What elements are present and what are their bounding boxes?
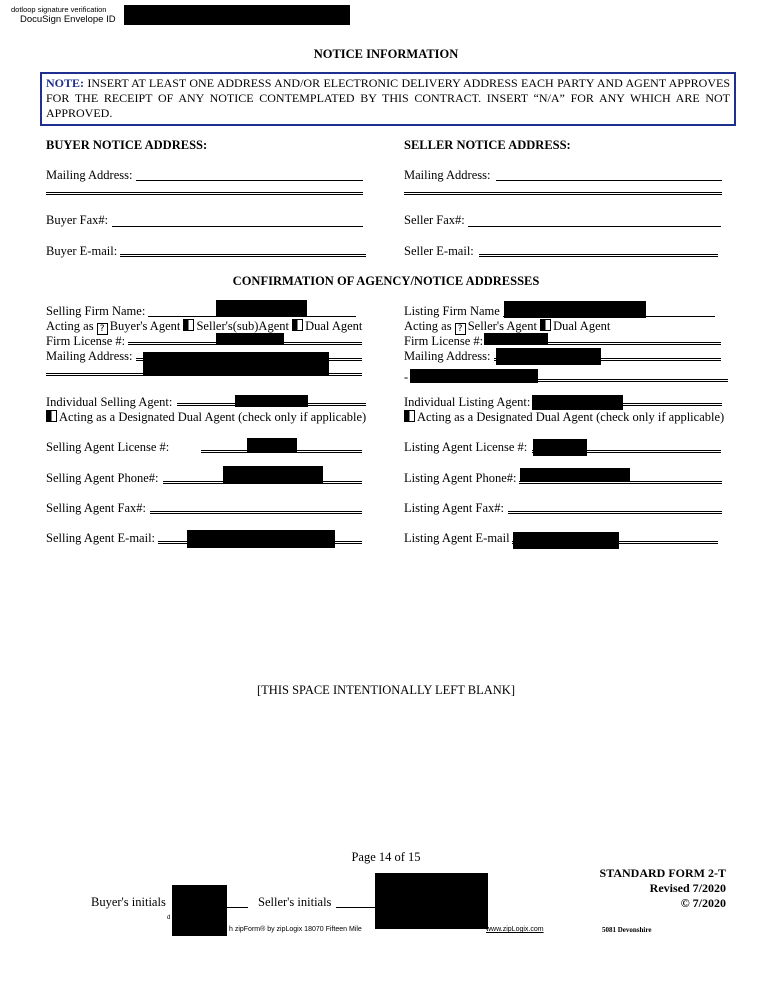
seller-initials-field[interactable] [336, 907, 376, 908]
selling-agent-license-label: Selling Agent License #: [46, 440, 170, 454]
selling-designated-label: Acting as a Designated Dual Agent (check only if applicable) [59, 410, 367, 424]
seller-fax-label: Seller Fax#: [404, 213, 465, 227]
listing-license-label: Firm License #: [404, 334, 484, 348]
listing-designated-label: Acting as a Designated Dual Agent (check only if applicable) [417, 410, 725, 424]
ziplogix-link[interactable]: www.zipLogix.com [486, 926, 544, 933]
redaction [410, 369, 538, 383]
redaction [143, 352, 329, 375]
sellers-agent-checkbox[interactable]: ? [455, 323, 466, 335]
selling-individual-label: Individual Selling Agent: [46, 395, 173, 409]
selling-acting-row [46, 319, 362, 335]
buyer-mailing-field[interactable] [136, 180, 363, 181]
sellers-subagent-checkbox[interactable] [183, 319, 194, 331]
redaction [520, 468, 630, 482]
seller-mailing-field-2[interactable] [404, 192, 722, 195]
form-copyright: © 7/2020 [680, 896, 726, 910]
buyers-agent-checkbox[interactable]: ? [97, 323, 108, 335]
redaction [513, 532, 619, 549]
selling-mailing-label: Mailing Address: [46, 349, 133, 363]
sellers-agent-label: Seller's Agent [467, 319, 537, 333]
selling-agent-fax-label: Selling Agent Fax#: [46, 501, 146, 515]
seller-mailing-field[interactable] [496, 180, 722, 181]
buyer-email-label: Buyer E-mail: [46, 244, 118, 258]
seller-heading: SELLER NOTICE ADDRESS: [404, 138, 571, 152]
seller-mailing-label: Mailing Address: [404, 168, 491, 182]
redaction [532, 395, 623, 410]
buyer-email-field[interactable] [120, 254, 366, 257]
buyer-fax-label: Buyer Fax#: [46, 213, 109, 227]
listing-agent-email-label: Listing Agent E-mail [404, 531, 510, 545]
form-number: STANDARD FORM 2-T [599, 866, 726, 880]
redaction [375, 873, 488, 929]
note-text: INSERT AT LEAST ONE ADDRESS AND/OR ELECTRONIC DELIVERY ADDRESS EACH PARTY AND AGENT APPROVES FOR THE RECEIPT OF ANY NOTICE CONTEMPLATED BY THIS CONTRACT. INSERT “N/A” FOR ANY WHICH ARE NOT APPROVED. [46, 76, 730, 120]
note-label: NOTE: [46, 76, 85, 90]
buyer-initials-label: Buyer's initials [91, 895, 166, 909]
buyer-fax-field[interactable] [112, 226, 363, 227]
redaction [247, 438, 297, 452]
listing-agent-fax-label: Listing Agent Fax#: [404, 501, 504, 515]
property-name: 5081 Devonshire [602, 926, 652, 934]
note-box [40, 72, 736, 126]
listing-agent-license-label: Listing Agent License #: [404, 440, 528, 454]
seller-email-field[interactable] [479, 254, 718, 257]
docusign-envelope-id: DocuSign Envelope ID [20, 14, 116, 25]
selling-dual-agent-checkbox[interactable] [292, 319, 303, 331]
listing-individual-label: Individual Listing Agent: [404, 395, 531, 409]
selling-agent-email-label: Selling Agent E-mail: [46, 531, 156, 545]
listing-designated-checkbox[interactable] [404, 410, 415, 422]
redaction [187, 530, 335, 548]
form-revised: Revised 7/2020 [649, 881, 726, 895]
buyer-mailing-label: Mailing Address: [46, 168, 133, 182]
listing-dual-agent-checkbox[interactable] [540, 319, 551, 331]
listing-designated-row [404, 410, 724, 425]
listing-mailing-dash: - [404, 370, 409, 384]
redaction [533, 439, 587, 456]
redaction [484, 333, 548, 345]
selling-agent-phone-label: Selling Agent Phone#: [46, 471, 159, 485]
page-number: Page 14 of 15 [351, 850, 421, 864]
listing-acting-label: Acting as [404, 319, 452, 333]
producer-credit: h zipForm® by zipLogix 18070 Fifteen Mile [229, 926, 362, 933]
redaction [496, 348, 601, 365]
buyer-mailing-field-2[interactable] [46, 192, 363, 195]
redaction [223, 466, 323, 483]
seller-email-label: Seller E-mail: [404, 244, 474, 258]
page-title: NOTICE INFORMATION [313, 47, 459, 61]
selling-acting-label: Acting as [46, 319, 94, 333]
listing-mailing-label: Mailing Address: [404, 349, 491, 363]
redaction [216, 333, 284, 345]
redaction [504, 301, 646, 318]
blank-space-note: [THIS SPACE INTENTIONALLY LEFT BLANK] [257, 683, 515, 697]
selling-agent-fax-field[interactable] [150, 511, 362, 514]
redaction [172, 885, 227, 936]
seller-initials-label: Seller's initials [258, 895, 332, 909]
redaction [124, 5, 350, 25]
agency-title: CONFIRMATION OF AGENCY/NOTICE ADDRESSES [232, 274, 540, 288]
selling-dual-agent-label: Dual Agent [305, 319, 363, 333]
selling-license-label: Firm License #: [46, 334, 126, 348]
buyer-heading: BUYER NOTICE ADDRESS: [46, 138, 208, 152]
seller-fax-field[interactable] [468, 226, 721, 227]
listing-agent-fax-field[interactable] [508, 511, 722, 514]
selling-designated-row [46, 410, 366, 425]
selling-firm-label: Selling Firm Name: [46, 304, 146, 318]
sellers-subagent-label: Seller's(sub)Agent [196, 319, 289, 333]
dotloop-verification: dotloop signature verification [11, 5, 107, 14]
buyers-agent-label: Buyer's Agent [109, 319, 181, 333]
selling-designated-checkbox[interactable] [46, 410, 57, 422]
listing-agent-phone-label: Listing Agent Phone#: [404, 471, 517, 485]
listing-firm-label: Listing Firm Name [404, 304, 500, 318]
redaction [235, 395, 308, 407]
listing-dual-agent-label: Dual Agent [553, 319, 611, 333]
footer-small-d: d [167, 915, 171, 921]
redaction [216, 300, 307, 317]
